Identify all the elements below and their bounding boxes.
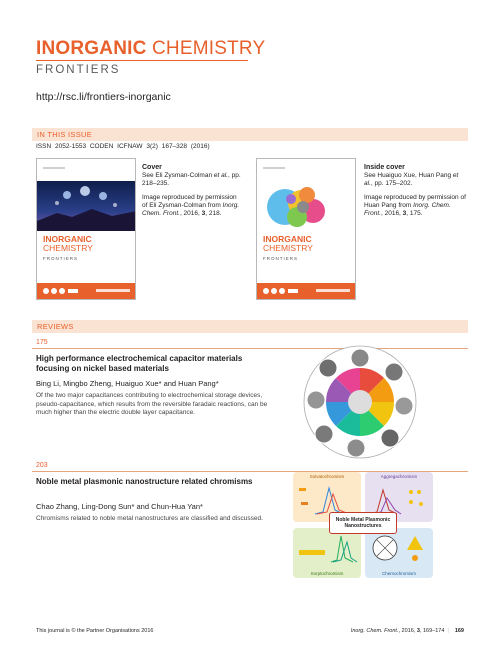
title-rule (36, 60, 248, 61)
cover-image-flower (257, 181, 356, 231)
cover-2-subtitle: FRONTIERS (263, 256, 299, 261)
journal-name-bold: INORGANIC (36, 38, 147, 59)
journal-url-link[interactable]: http://rsc.li/frontiers-inorganic (36, 91, 171, 103)
inside-cover-caption: Inside cover See Huaiguo Xue, Huan Pang et al., pp. 175–202. Image reproduced by permission of Huan Pang from Inorg. Chem. Front., 2016, 3, 175. (364, 164, 466, 217)
footer-copyright: This journal is © the Partner Organisations 2016 (36, 628, 154, 634)
review-2-abstract: Chromisms related to noble metal nanostructures are classified and discussed. (36, 515, 263, 522)
quadrant-aggregachromism: Aggregachromism (365, 472, 433, 522)
review-1-abstract: Of the two major capacitances contributing to electrochemical storage devices, pseudo-capacitance, which results from the reversible faradaic reactions, can be much higher than the electric double layer capacitance. (36, 392, 268, 416)
issn-line: ISSN 2052-1553 CODEN ICFNAW 3(2) 167–328 (2016) (36, 143, 210, 150)
quadrant-solvatochromism: Solvatochromism (293, 472, 361, 522)
cover-1-title: INORGANIC CHEMISTRY (43, 234, 93, 253)
in-this-issue-heading: IN THIS ISSUE (32, 128, 468, 141)
cover-2-title: INORGANIC CHEMISTRY (263, 234, 313, 253)
journal-name-light: CHEMISTRY (146, 38, 266, 59)
center-label: Noble Metal Plasmonic Nanostructures (329, 512, 397, 534)
journal-subtitle: FRONTIERS (36, 64, 121, 76)
journal-title (36, 38, 265, 60)
footer-citation: Inorg. Chem. Front., 2016, 3, 169–174 | 169 (350, 628, 464, 634)
review-1-page: 175 (36, 339, 48, 346)
front-cover-caption: Cover See Eli Zysman-Colman et al., pp. 218–235. Image reproduced by permission of Eli Zysman-Colman from Inorg. Chem. Front., 2016, 3, 218. (142, 164, 241, 217)
review-1-authors: Bing Li, Mingbo Zheng, Huaiguo Xue* and Huan Pang* (36, 379, 219, 388)
cover-1-subtitle: FRONTIERS (43, 256, 79, 261)
reviews-heading: REVIEWS (32, 320, 468, 333)
review-2-authors: Chao Zhang, Ling-Dong Sun* and Chun-Hua Yan* (36, 502, 203, 511)
review-2-page: 203 (36, 462, 48, 469)
quadrant-sorptochromism: Sorptochromism (293, 528, 361, 578)
page-number: 169 (454, 628, 464, 634)
review-1-graphic (302, 344, 418, 460)
quadrant-chemochromism: Chemochromism (365, 528, 433, 578)
cover-2-footer (257, 283, 355, 299)
front-cover-thumbnail[interactable] (36, 158, 136, 300)
cover-image-night-sky (37, 181, 136, 231)
review-2-graphic (293, 472, 433, 578)
inside-cover-thumbnail[interactable] (256, 158, 356, 300)
cover-1-footer (37, 283, 135, 299)
review-2-title[interactable]: Noble metal plasmonic nanostructure related chromisms (36, 477, 253, 486)
review-1-title[interactable]: High performance electrochemical capacitor materials focusing on nickel based materials (36, 354, 243, 373)
